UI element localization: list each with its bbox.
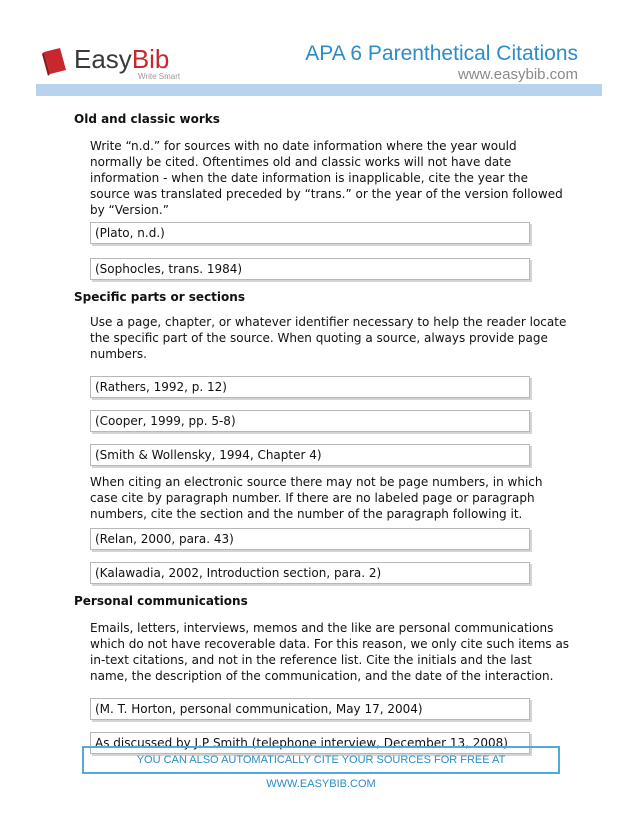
section-text-personal-communications: Emails, letters, interviews, memos and the like are personal communications which do not have recoverable data. For this reason, we only cite such items as in-text citations, and not in the reference list. Cite the initials and the last name, the description of the communication, and the date of the interaction. <box>90 621 570 683</box>
site-url[interactable]: www.easybib.com <box>457 66 578 83</box>
header-divider-bar <box>36 84 602 96</box>
logo-tagline: Write Smart <box>138 72 181 81</box>
section-text-specific-parts: Use a page, chapter, or whatever identifier necessary to help the reader locate the specific part of the source. When quoting a source, always provide page numbers. <box>90 315 567 361</box>
example-citation: (Smith & Wollensky, 1994, Chapter 4) <box>90 444 530 466</box>
section-heading-old-works: Old and classic works <box>74 112 220 126</box>
logo-wordmark <box>74 44 169 74</box>
document-title: APA 6 Parenthetical Citations <box>305 42 578 65</box>
example-citation: (Sophocles, trans. 1984) <box>90 258 530 280</box>
example-citation: As discussed by J.P Smith (telephone interview, December 13, 2008) <box>90 732 530 754</box>
logo-accent-text: Bib <box>131 44 170 74</box>
section-heading-personal-communications: Personal communications <box>74 594 248 608</box>
example-citation: (Rathers, 1992, p. 12) <box>90 376 530 398</box>
footer-cta-banner[interactable]: YOU CAN ALSO AUTOMATICALLY CITE YOUR SOURCES FOR FREE AT WWW.EASYBIB.COM <box>82 746 560 774</box>
book-logo-icon <box>42 46 68 78</box>
section-heading-specific-parts: Specific parts or sections <box>74 290 245 304</box>
section-text-electronic-sources: When citing an electronic source there may not be page numbers, in which case cite by paragraph number. If there are no labeled page or paragraph numbers, cite the section and the number of the paragraph following it. <box>90 475 543 521</box>
document-body <box>74 106 574 754</box>
example-citation: (Relan, 2000, para. 43) <box>90 528 530 550</box>
page-header <box>0 0 638 96</box>
example-citation: (Kalawadia, 2002, Introduction section, para. 2) <box>90 562 530 584</box>
section-text-old-works: Write “n.d.” for sources with no date information where the year would normally be cited. Oftentimes old and classic works will not have date information - when the date information is inapplicable, cite the year the source was translated preceded by “trans.” or the year of the version followed by “Version.” <box>90 139 563 217</box>
example-citation: (Plato, n.d.) <box>90 222 530 244</box>
logo-main-text: Easy <box>74 44 132 74</box>
easybib-logo[interactable] <box>42 44 182 84</box>
example-citation: (M. T. Horton, personal communication, May 17, 2004) <box>90 698 530 720</box>
example-citation: (Cooper, 1999, pp. 5-8) <box>90 410 530 432</box>
